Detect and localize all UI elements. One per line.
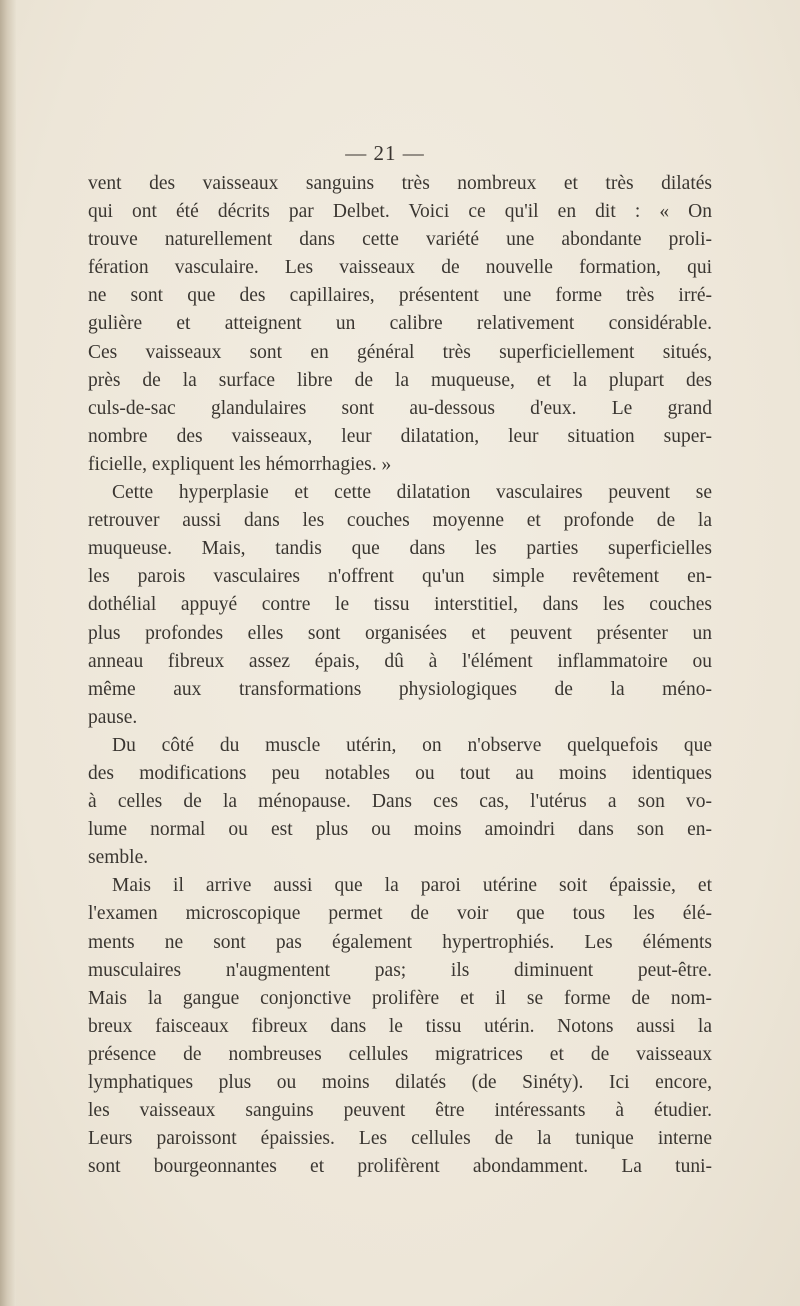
text-line: lymphatiques plus ou moins dilatés (de Sinéty). Ici encore, (88, 1072, 712, 1093)
text-line: les parois vasculaires n'offrent qu'un simple revêtement en- (88, 566, 712, 588)
text-line: Ces vaisseaux sont en général très superficiellement situés, (88, 341, 712, 363)
text-line: fération vasculaire. Les vaisseaux de nouvelle formation, qui (88, 257, 712, 279)
text-line: semble. (88, 847, 149, 869)
text-line: les vaisseaux sanguins peuvent être intéressants à étudier. (88, 1100, 712, 1122)
text-line: à celles de la ménopause. Dans ces cas, l'utérus a son vo- (88, 791, 712, 813)
text-line: vent des vaisseaux sanguins très nombreux et très dilatés (88, 173, 712, 194)
text-line: muqueuse. Mais, tandis que dans les parties superficielles (88, 538, 712, 560)
text-line: même aux transformations physiologiques de la méno- (88, 678, 712, 700)
text-line: anneau fibreux assez épais, dû à l'élément inflammatoire ou (88, 650, 712, 672)
text-line: qui ont été décrits par Delbet. Voici ce qu'il en dit : « On (88, 201, 712, 223)
paragraph-3 (88, 732, 712, 872)
text-line: Leurs paroissont épaissies. Les cellules de la tunique interne (88, 1128, 712, 1150)
text-line: Mais il arrive aussi que la paroi utérine soit épaissie, et (112, 875, 712, 897)
paragraph-2 (88, 479, 712, 732)
text-line: pause. (88, 706, 138, 728)
text-line: musculaires n'augmentent pas; ils diminuent peut-être. (88, 959, 712, 981)
text-line: des modifications peu notables ou tout au moins identiques (88, 762, 712, 784)
body-text (88, 170, 712, 1181)
page-number: — 21 — (345, 141, 425, 165)
text-line: l'examen microscopique permet de voir que tous les élé- (88, 903, 712, 925)
page-binding-edge (0, 0, 16, 1306)
text-line: ments ne sont pas également hypertrophiés. Les éléments (88, 931, 712, 953)
text-line: présence de nombreuses cellules migratrices et de vaisseaux (88, 1043, 712, 1065)
text-line: plus profondes elles sont organisées et peuvent présenter un (88, 622, 712, 644)
text-line: nombre des vaisseaux, leur dilatation, leur situation super- (88, 425, 712, 447)
text-line: trouve naturellement dans cette variété une abondante proli- (88, 229, 712, 251)
text-line: retrouver aussi dans les couches moyenne et profonde de la (88, 510, 712, 532)
text-line: ficielle, expliquent les hémorrhagies. » (88, 453, 392, 475)
text-line: Du côté du muscle utérin, on n'observe quelquefois que (112, 734, 712, 756)
text-line: lume normal ou est plus ou moins amoindri dans son en- (88, 819, 712, 841)
text-line: breux faisceaux fibreux dans le tissu utérin. Notons aussi la (88, 1015, 712, 1037)
text-line: près de la surface libre de la muqueuse, et la plupart des (88, 369, 712, 391)
text-line: sont bourgeonnantes et prolifèrent abondamment. La tuni- (88, 1156, 712, 1178)
text-line: gulière et atteignent un calibre relativement considérable. (88, 313, 712, 335)
text-line: culs-de-sac glandulaires sont au-dessous d'eux. Le grand (88, 397, 712, 419)
paragraph-4 (88, 872, 712, 1181)
text-line: dothélial appuyé contre le tissu interstitiel, dans les couches (88, 594, 712, 616)
text-line: Mais la gangue conjonctive prolifère et il se forme de nom- (88, 987, 712, 1009)
text-line: ne sont que des capillaires, présentent une forme très irré- (88, 285, 712, 307)
text-line: Cette hyperplasie et cette dilatation vasculaires peuvent se (112, 482, 712, 504)
paragraph-1 (88, 170, 712, 479)
